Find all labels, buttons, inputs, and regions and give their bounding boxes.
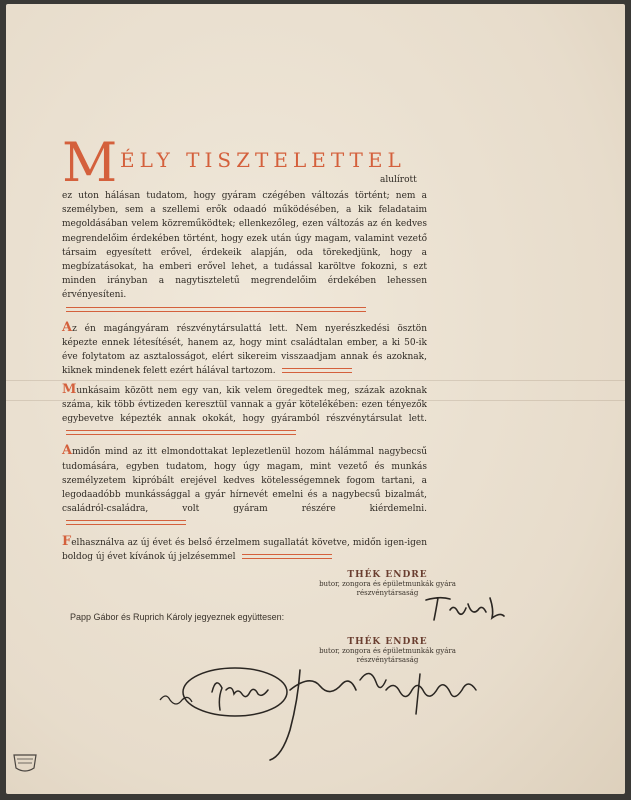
paragraph-text: elhasználva az új évet és belső érzelmem sugallatát követve, midőn igen-igen boldog új évet kívánok új jelzésemmel bbox=[62, 537, 427, 562]
company-line: butor, zongora és épületmunkák gyára bbox=[319, 647, 456, 655]
heading-text: ÉLY TISZTELETTEL bbox=[120, 148, 406, 172]
company-line: butor, zongora és épületmunkák gyára bbox=[319, 580, 456, 588]
company-name: THÉK ENDRE bbox=[347, 570, 428, 580]
heading-dropcap: M bbox=[62, 131, 118, 194]
ornament-rule bbox=[66, 430, 296, 435]
salutation-end: alulírott bbox=[380, 175, 417, 185]
ornament-rule bbox=[242, 554, 332, 559]
handwritten-signatures-papp-ruprich bbox=[150, 650, 490, 770]
paragraph-dropcap: M bbox=[62, 381, 77, 397]
letter-body bbox=[62, 189, 427, 568]
joint-signature-note: Papp Gábor és Ruprich Károly jegyeznek együttesen: bbox=[70, 612, 285, 622]
paragraph-text: midőn mind az itt elmondottakat leplezetlenül hozom hálámmal nagybecsű tudomására, egyben tudatom, hogy úgy magam, mint vezető és munkás személyzetem kipróbált erejével kedves kötelességemnek fogom tartani, a legodaadóbb munkássággal a gyár hírnevét emelni és a nagybecsű bizalmát, családról-családra, volt gyáram részére kiérdemelni. bbox=[62, 447, 427, 515]
company-name: THÉK ENDRE bbox=[347, 637, 428, 647]
paragraph-dropcap: A bbox=[62, 443, 73, 459]
paragraph-dropcap: A bbox=[62, 319, 73, 335]
handwritten-signature-thek bbox=[420, 590, 510, 624]
emblem-stamp bbox=[12, 752, 38, 774]
company-line: részvénytársaság bbox=[356, 589, 419, 597]
paragraph bbox=[62, 444, 427, 530]
paragraph bbox=[62, 189, 427, 317]
company-line: részvénytársaság bbox=[356, 656, 419, 664]
ornament-rule bbox=[66, 307, 366, 312]
ornament-rule bbox=[66, 520, 186, 525]
paragraph-dropcap: F bbox=[62, 533, 72, 549]
paragraph-text: ez uton hálásan tudatom, hogy gyáram czégében változás történt; nem a személyben, sem a szellemi erők odaadó működésében, a kik feladataim megoldásában velem közreműködtek; ellenkezőleg, ezen változás az én kedves megrendelőim érdekében történt, hogy ezek után úgy magam, valamint vezető társaim egyesített erővel, érdekeik alapján, oda törekedjünk, hogy a megbízatásokat, ha emberi erővel lehet, a tudással karöltve fokozni, s ezt minden irányban a nagytiszteletű megrendelőim érdekében lehessen érvényesíteni. bbox=[62, 191, 427, 301]
paragraph-text: z én magángyáram részvénytársulattá lett. Nem nyerészkedési ösztön képezte ennek létesítését, hanem az, hogy mint családtalan ember, a ki 50-ik éve folytatom az asztalosságot, elért sikereim visszaadjam annak és azoknak, kiknek mindenek felett ezért hálával tartozom. bbox=[62, 323, 427, 377]
paragraph bbox=[62, 321, 427, 379]
paragraph bbox=[62, 383, 427, 441]
ornament-rule bbox=[282, 368, 352, 373]
paragraph bbox=[62, 535, 427, 564]
paragraph-text: unkásaim között nem egy van, kik velem öregedtek meg, százak azoknak száma, kik több évtizeden keresztül vannak a gyár kötelékében: ezen tényezők egybevetve képezték annak okokát, hogy gyáramból részvénytársulat lett. bbox=[62, 385, 427, 425]
